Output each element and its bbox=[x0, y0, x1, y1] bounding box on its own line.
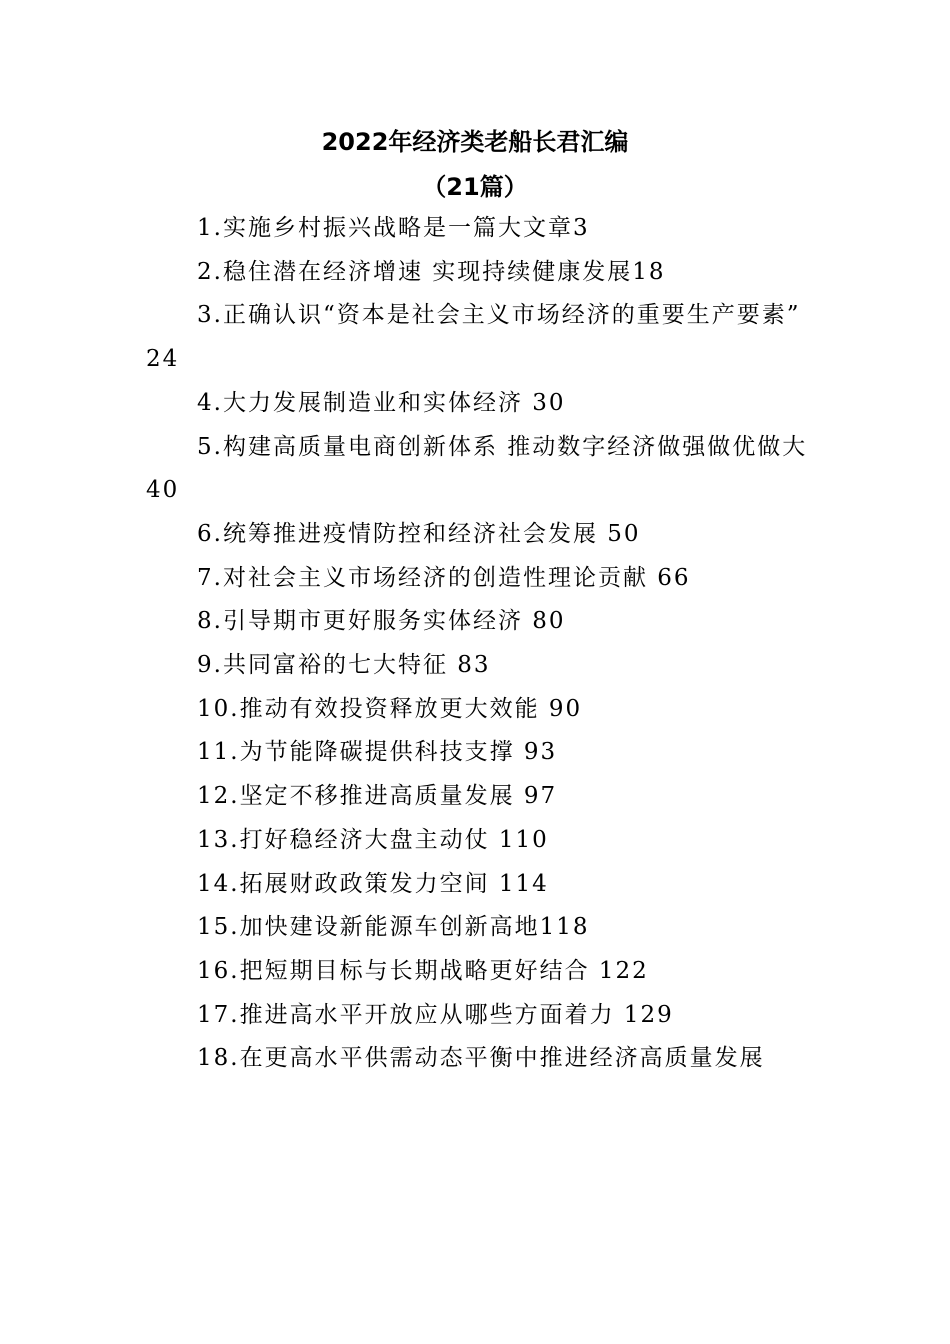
document-subtitle: （21篇） bbox=[422, 173, 528, 201]
toc-entry: 14.拓展财政政策发力空间 114 bbox=[197, 870, 549, 897]
toc-entry: 6.统筹推进疫情防控和经济社会发展 50 bbox=[197, 520, 641, 547]
toc-entry: 1.实施乡村振兴战略是一篇大文章3 bbox=[197, 215, 590, 241]
table-of-contents bbox=[146, 207, 810, 1081]
toc-entry: 2.稳住潜在经济增速 实现持续健康发展18 bbox=[197, 258, 666, 285]
document-title: 2022年经济类老船长君汇编 bbox=[321, 128, 629, 156]
toc-entry: 17.推进高水平开放应从哪些方面着力 129 bbox=[197, 1001, 674, 1028]
toc-entry: 15.加快建设新能源车创新高地118 bbox=[197, 914, 590, 941]
toc-entry: 4.大力发展制造业和实体经济 30 bbox=[197, 389, 566, 416]
toc-entry: 8.引导期市更好服务实体经济 80 bbox=[197, 608, 566, 635]
toc-entry: 10.推动有效投资释放更大效能 90 bbox=[197, 695, 583, 722]
toc-entry: 16.把短期目标与长期战略更好结合 122 bbox=[197, 957, 649, 984]
toc-entry: 5.构建高质量电商创新体系 推动数字经济做强做优做大 40 bbox=[146, 433, 808, 504]
toc-entry: 7.对社会主义市场经济的创造性理论贡献 66 bbox=[197, 564, 691, 591]
toc-entry: 9.共同富裕的七大特征 83 bbox=[197, 652, 491, 679]
toc-entry: 13.打好稳经济大盘主动仗 110 bbox=[197, 826, 549, 853]
toc-entry: 3.正确认识“资本是社会主义市场经济的重要生产要素” 24 bbox=[146, 302, 801, 373]
toc-entry: 18.在更高水平供需动态平衡中推进经济高质量发展 bbox=[197, 1045, 765, 1072]
toc-entry: 11.为节能降碳提供科技支撑 93 bbox=[197, 739, 558, 766]
toc-entry: 12.坚定不移推进高质量发展 97 bbox=[197, 783, 558, 810]
